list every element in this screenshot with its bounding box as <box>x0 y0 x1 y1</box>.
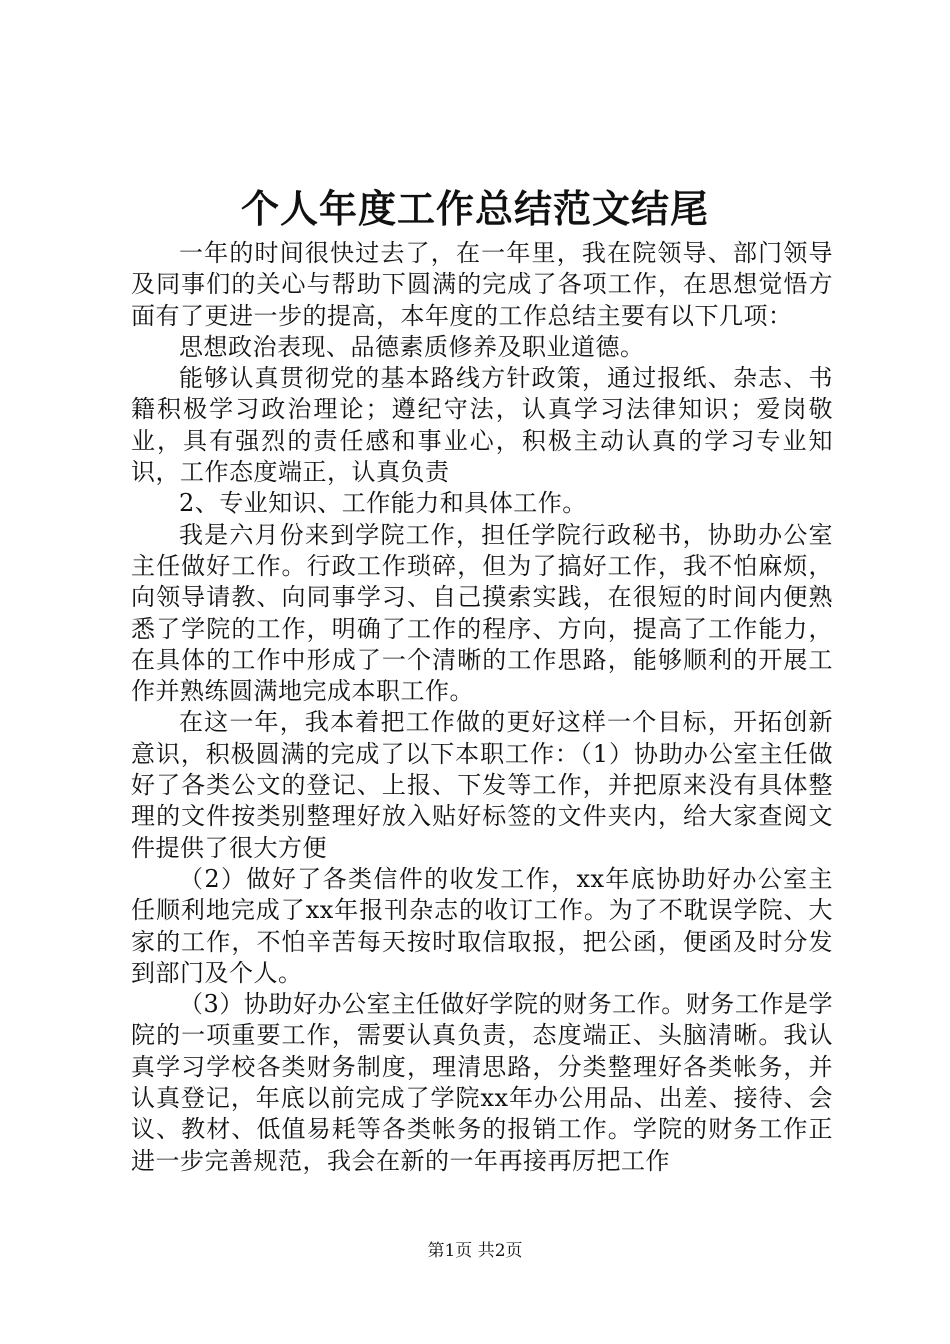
document-title: 个人年度工作总结范文结尾 <box>240 186 709 231</box>
paragraph-intro: 一年的时间很快过去了，在一年里，我在院领导、部门领导及同事们的关心与帮助下圆满的完成了各项工作，在思想觉悟方面有了更进一步的提高，本年度的工作总结主要有以下几项： <box>131 239 833 330</box>
paragraph-ethics: 能够认真贯彻党的基本路线方针政策，通过报纸、杂志、书籍积极学习政治理论；遵纪守法，认真学习法律知识；爱岗敬业，具有强烈的责任感和事业心，积极主动认真的学习专业知识，工作态度端正，认真负责 <box>131 364 833 487</box>
paragraph-heading-ethics: 思想政治表现、品德素质修养及职业道德。 <box>179 332 645 361</box>
paragraph-duties-3: （3）协助好办公室主任做好学院的财务工作。财务工作是学院的一项重要工作，需要认真负责，态度端正、头脑清晰。我认真学习学校各类财务制度，理清思路，分类整理好各类帐务，并认真登记，年底以前完成了学院xx年办公用品、出差、接待、会议、教材、低值易耗等各类帐务的报销工作。学院的财务工作正进一步完善规范，我会在新的一年再接再厉把工作 <box>131 990 833 1175</box>
paragraph-work: 我是六月份来到学院工作，担任学院行政秘书，协助办公室主任做好工作。行政工作琐碎，但为了搞好工作，我不怕麻烦，向领导请教、向同事学习、自己摸索实践，在很短的时间内便熟悉了学院的工作，明确了工作的程序、方向，提高了工作能力，在具体的工作中形成了一个清晰的工作思路，能够顺利的开展工作并熟练圆满地完成本职工作。 <box>131 520 833 706</box>
paragraph-duties-2: （2）做好了各类信件的收发工作，xx年底协助好办公室主任顺利地完成了xx年报刊杂志的收订工作。为了不耽误学院、大家的工作，不怕辛苦每天按时取信取报，把公函，便函及时分发到部门及个人。 <box>131 864 833 987</box>
paragraph-heading-work: 2、专业知识、工作能力和具体工作。 <box>179 489 587 518</box>
document-body <box>131 238 833 1177</box>
page-number: 第1页 共2页 <box>427 1241 523 1261</box>
paragraph-duties-1: 在这一年，我本着把工作做的更好这样一个目标，开拓创新意识，积极圆满的完成了以下本职工作：（1）协助办公室主任做好了各类公文的登记、上报、下发等工作，并把原来没有具体整理的文件按类别整理好放入贴好标签的文件夹内，给大家查阅文件提供了很大方便 <box>131 708 833 862</box>
